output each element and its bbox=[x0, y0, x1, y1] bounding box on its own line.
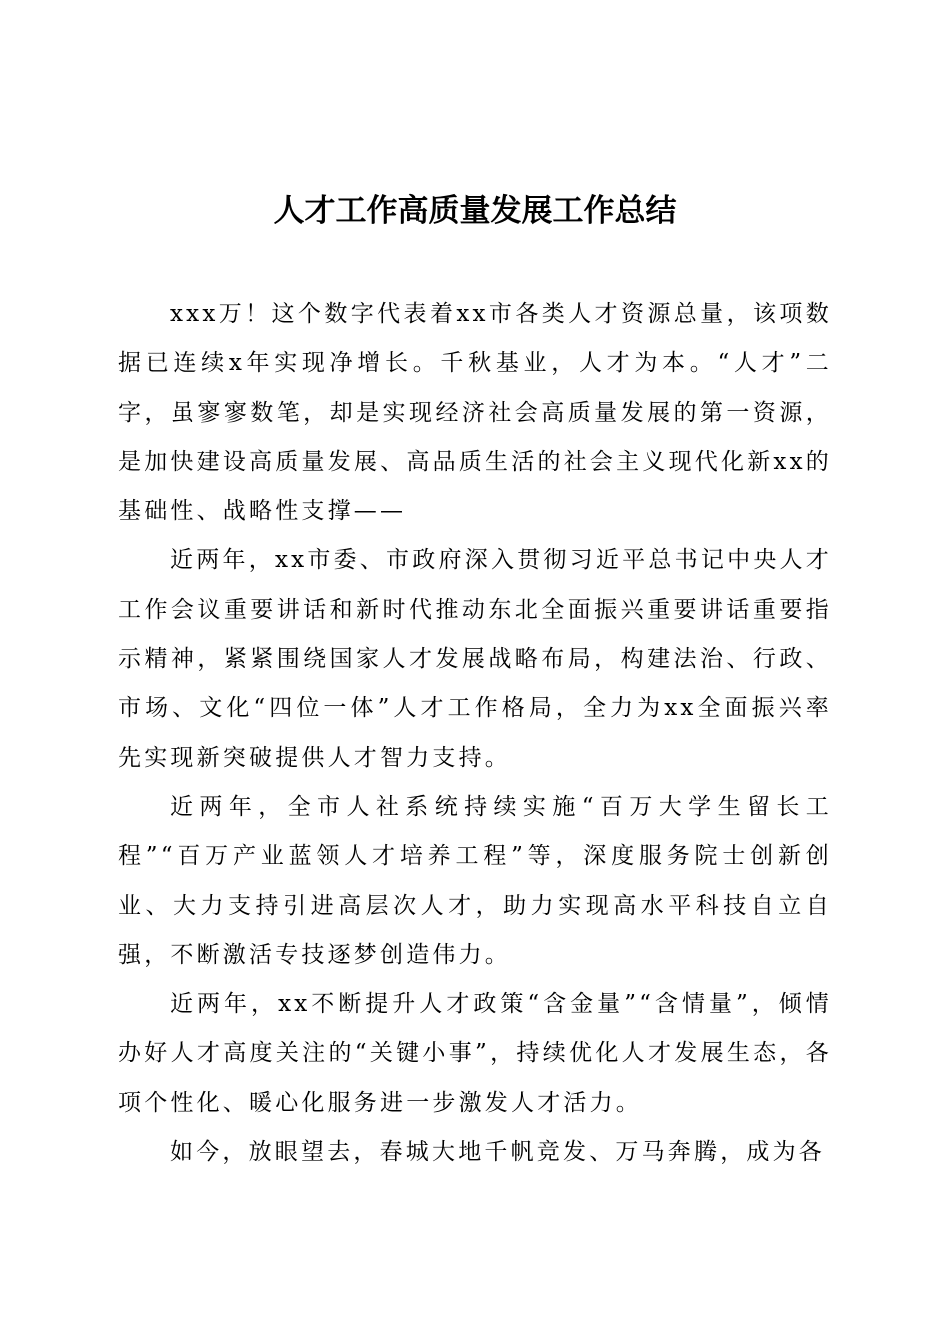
paragraph-3: 近两年，全市人社系统持续实施“百万大学生留长工程”“百万产业蓝领人才培养工程”等，深度服务院士创新创业、大力支持引进高层次人才，助力实现高水平科技自立自强，不断激活专技逐梦创造伟力。 bbox=[118, 793, 832, 968]
paragraph-2: 近两年，xx市委、市政府深入贯彻习近平总书记中央人才工作会议重要讲话和新时代推动东北全面振兴重要讲话重要指示精神，紧紧围绕国家人才发展战略布局，构建法治、行政、市场、文化“四位一体”人才工作格局，全力为xx全面振兴率先实现新突破提供人才智力支持。 bbox=[118, 547, 832, 771]
document-title: 人才工作高质量发展工作总结 bbox=[273, 193, 677, 229]
paragraph-1: xxx万！这个数字代表着xx市各类人才资源总量，该项数据已连续x年实现净增长。千秋基业，人才为本。“人才”二字，虽寥寥数笔，却是实现经济社会高质量发展的第一资源，是加快建设高质量发展、高品质生活的社会主义现代化新xx的基础性、战略性支撑—— bbox=[118, 301, 832, 525]
paragraph-4: 近两年，xx不断提升人才政策“含金量”“含情量”，倾情办好人才高度关注的“关键小事”，持续优化人才发展生态，各项个性化、暖心化服务进一步激发人才活力。 bbox=[118, 991, 832, 1116]
document-body bbox=[118, 290, 832, 1177]
paragraph-5: 如今，放眼望去，春城大地千帆竞发、万马奔腾，成为各 bbox=[170, 1139, 825, 1166]
